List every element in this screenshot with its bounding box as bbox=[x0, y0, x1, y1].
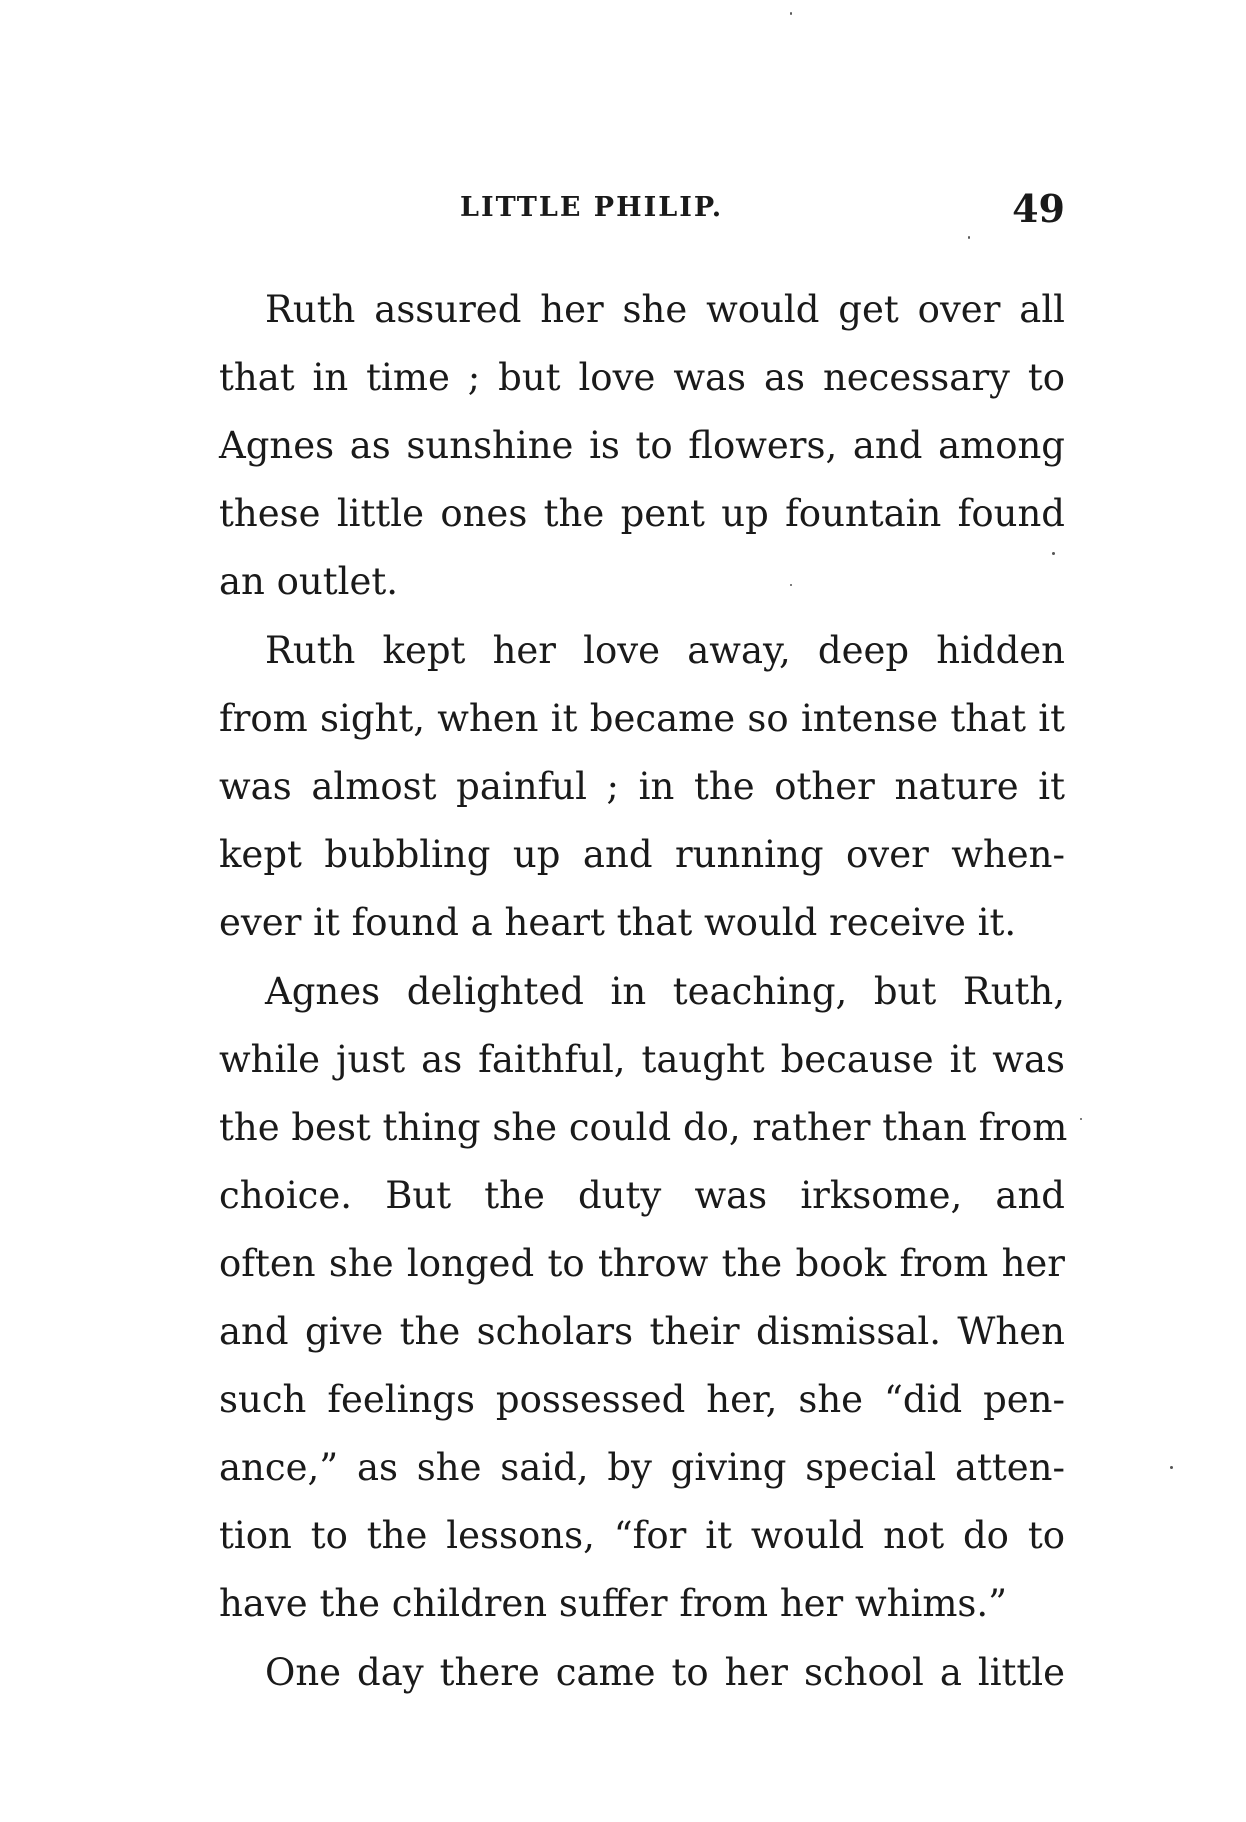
text-line: and give the scholars their dismissal. When bbox=[219, 1310, 1065, 1353]
running-header bbox=[219, 188, 1065, 232]
text-line: from sight, when it became so intense that it bbox=[219, 697, 1065, 740]
text-line: choice. But the duty was irksome, and bbox=[219, 1174, 1065, 1217]
text-line: such feelings possessed her, she “did pen- bbox=[219, 1378, 1065, 1421]
text-line: Agnes as sunshine is to flowers, and among bbox=[219, 424, 1065, 467]
text-line: Ruth kept her love away, deep hidden bbox=[265, 629, 1065, 672]
scan-speck bbox=[790, 12, 792, 15]
text-line: have the children suffer from her whims.” bbox=[219, 1582, 1008, 1625]
text-line: was almost painful ; in the other nature it bbox=[219, 765, 1065, 808]
text-line: these little ones the pent up fountain found bbox=[219, 492, 1065, 535]
scan-speck bbox=[1080, 1118, 1082, 1120]
page-number: 49 bbox=[1012, 186, 1065, 231]
text-line: ever it found a heart that would receive it. bbox=[219, 901, 1017, 944]
text-line: ance,” as she said, by giving special atten- bbox=[219, 1446, 1065, 1489]
text-line: that in time ; but love was as necessary to bbox=[219, 356, 1065, 399]
text-line: the best thing she could do, rather than from bbox=[219, 1106, 1068, 1149]
scan-speck bbox=[1052, 552, 1055, 555]
text-line: Agnes delighted in teaching, but Ruth, bbox=[265, 970, 1065, 1013]
scan-speck bbox=[790, 584, 792, 586]
text-line: kept bubbling up and running over when- bbox=[219, 833, 1065, 876]
scan-speck bbox=[1170, 1466, 1173, 1469]
text-line: often she longed to throw the book from her bbox=[219, 1242, 1065, 1285]
text-line: One day there came to her school a little bbox=[265, 1651, 1065, 1694]
text-line: tion to the lessons, “for it would not do to bbox=[219, 1514, 1065, 1557]
text-line: while just as faithful, taught because it was bbox=[219, 1038, 1065, 1081]
scan-speck bbox=[968, 236, 970, 239]
running-title: LITTLE PHILIP. bbox=[460, 192, 724, 223]
text-line: an outlet. bbox=[219, 560, 398, 603]
text-line: Ruth assured her she would get over all bbox=[265, 288, 1065, 331]
